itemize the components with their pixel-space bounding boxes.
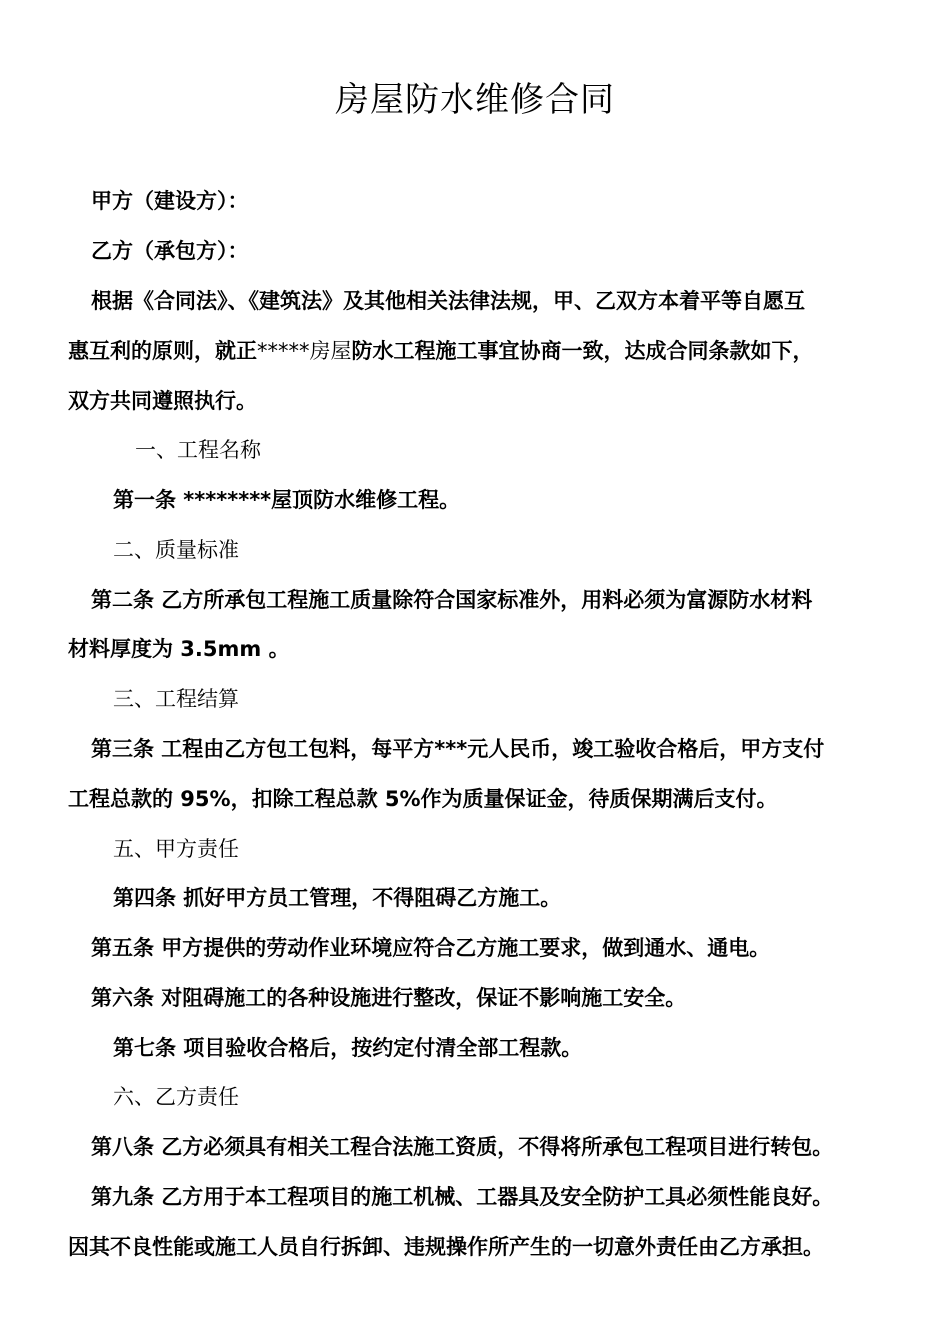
party-a-label: 甲方（建设方）：	[91, 189, 249, 213]
section-heading-6: 六、乙方责任	[113, 1085, 239, 1109]
article-4: 第四条 抓好甲方员工管理，不得阻碍乙方施工。	[113, 886, 562, 910]
article-5: 第五条 甲方提供的劳动作业环境应符合乙方施工要求，做到通水、通电。	[91, 936, 771, 960]
article-9-line-1: 第九条 乙方用于本工程项目的施工机械、工器具及安全防护工具必须性能良好。	[91, 1185, 834, 1209]
preamble-line-3: 双方共同遵照执行。	[68, 389, 257, 413]
party-b-label: 乙方（承包方）：	[91, 239, 249, 263]
article-2-line-1: 第二条 乙方所承包工程施工质量除符合国家标准外，用料必须为富源防水材料	[91, 588, 813, 612]
preamble-line-2	[68, 336, 814, 366]
preamble-line-1: 根据《合同法》、《建筑法》及其他相关法律法规，甲、乙双方本着平等自愿互	[91, 289, 805, 313]
preamble-line-2-part-a: 惠互利的原则，就正	[68, 339, 257, 363]
article-8: 第八条 乙方必须具有相关工程合法施工资质，不得将所承包工程项目进行转包。	[91, 1135, 834, 1159]
preamble-line-2-part-b: *****房屋	[257, 339, 352, 363]
article-2-line-2: 材料厚度为 3.5mm 。	[68, 637, 290, 661]
article-7: 第七条 项目验收合格后，按约定付清全部工程款。	[113, 1036, 583, 1060]
section-heading-5: 五、甲方责任	[113, 837, 239, 861]
article-6: 第六条 对阻碍施工的各种设施进行整改，保证不影响施工安全。	[91, 986, 687, 1010]
preamble-line-2-part-c: 防水工程施工事宜协商一致，达成合同条款如下，	[351, 339, 814, 363]
section-heading-2: 二、质量标准	[113, 538, 239, 562]
section-heading-1: 一、工程名称	[135, 438, 261, 462]
article-1: 第一条 ********屋顶防水维修工程。	[113, 488, 461, 512]
section-heading-3: 三、工程结算	[113, 687, 239, 711]
article-3-line-2: 工程总款的 95%，扣除工程总款 5%作为质量保证金，待质保期满后支付。	[68, 787, 778, 811]
document-title: 房屋防水维修合同	[335, 80, 615, 120]
article-9-line-2: 因其不良性能或施工人员自行拆卸、违规操作所产生的一切意外责任由乙方承担。	[68, 1235, 824, 1259]
article-3-line-1: 第三条 工程由乙方包工包料，每平方***元人民币，竣工验收合格后，甲方支付	[91, 737, 825, 761]
